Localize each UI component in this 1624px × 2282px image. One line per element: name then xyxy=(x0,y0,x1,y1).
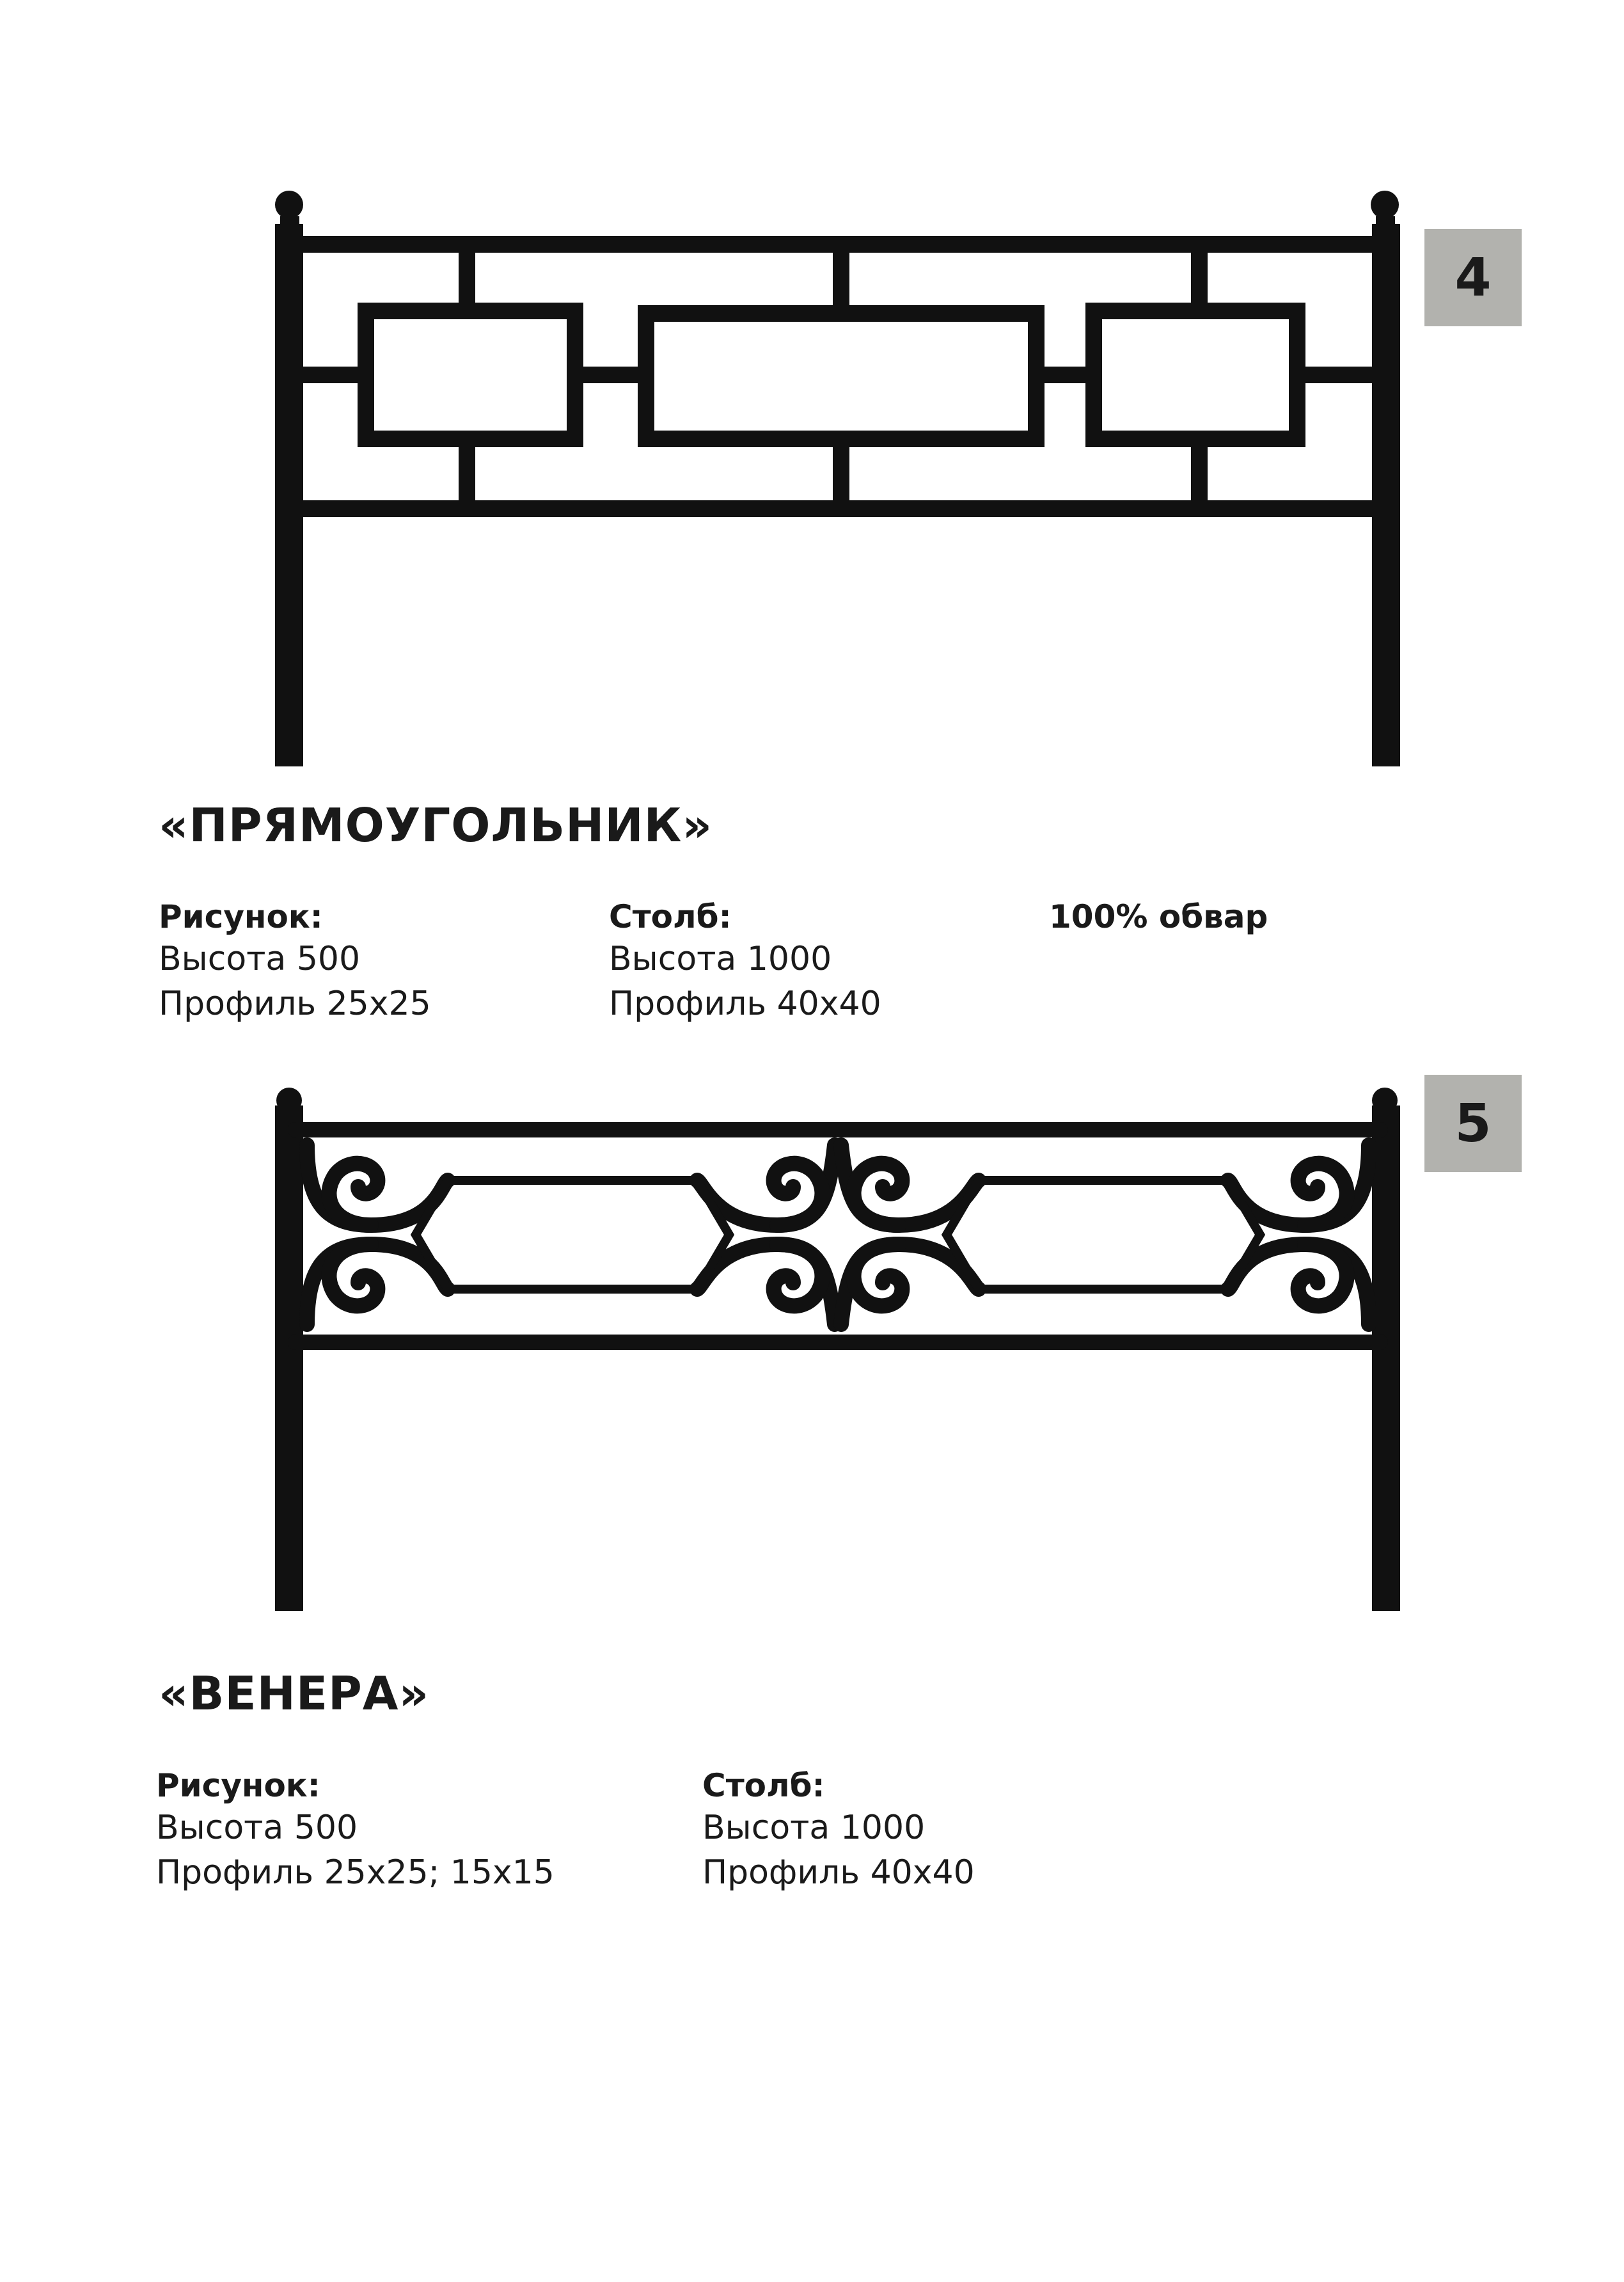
post-spec: Столб: Высота 1000 Профиль 40x40 xyxy=(702,1766,975,1895)
fence-image-rectangle xyxy=(256,186,1420,780)
welding-note xyxy=(1049,897,1268,937)
post-label: Столб xyxy=(609,898,719,935)
welding-note-text: 100% обвар xyxy=(1049,898,1268,935)
pattern-label: Рисунок xyxy=(156,1767,308,1804)
pattern-spec: Рисунок: Высота 500 Профиль 25x25; 15x15 xyxy=(156,1766,555,1895)
pattern-profile: Профиль 25x25 xyxy=(159,985,431,1023)
pattern-profile: Профиль 25x25; 15x15 xyxy=(156,1853,555,1892)
pattern-label: Рисунок xyxy=(159,898,310,935)
post-spec: Столб: Высота 1000 Профиль 40x40 xyxy=(609,897,881,1026)
post-profile: Профиль 40x40 xyxy=(702,1853,975,1892)
fence-image-venus xyxy=(256,1081,1420,1625)
post-profile: Профиль 40x40 xyxy=(609,985,881,1023)
post-height: Высота 1000 xyxy=(609,940,832,978)
product-title: «ВЕНЕРА» xyxy=(159,1667,430,1720)
post-height: Высота 1000 xyxy=(702,1809,926,1847)
pattern-height: Высота 500 xyxy=(159,940,361,978)
product-number-badge: 5 xyxy=(1424,1075,1522,1172)
pattern-spec: Рисунок: Высота 500 Профиль 25x25 xyxy=(159,897,431,1026)
product-number-badge: 4 xyxy=(1424,229,1522,326)
pattern-height: Высота 500 xyxy=(156,1809,358,1847)
post-label: Столб xyxy=(702,1767,812,1804)
product-title: «ПРЯМОУГОЛЬНИК» xyxy=(159,798,713,852)
